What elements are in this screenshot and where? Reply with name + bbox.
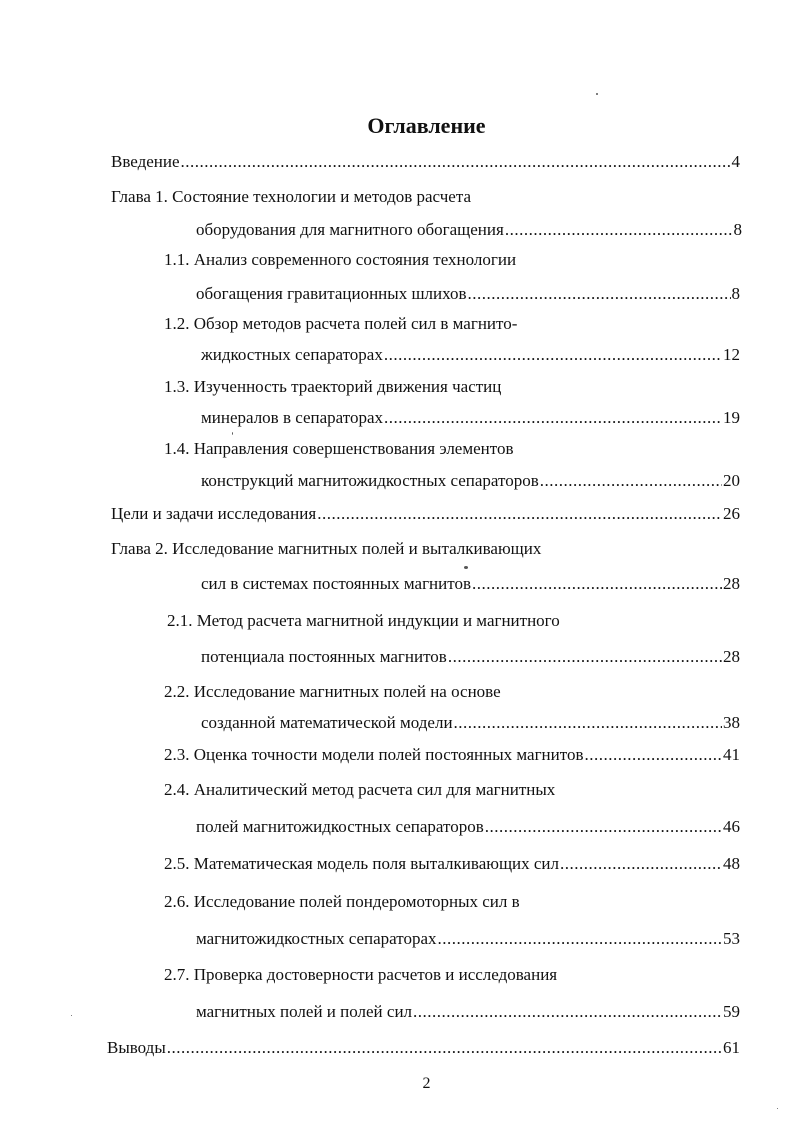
toc-entry-page: 26 xyxy=(723,504,740,523)
toc-entry-1-3 xyxy=(164,377,501,397)
toc-leader-dots xyxy=(485,817,722,837)
toc-entry-text: 1.2. Обзор методов расчета полей сил в магнито- xyxy=(164,314,518,333)
toc-entry-text: 2.4. Аналитический метод расчета сил для магнитных xyxy=(164,780,556,799)
toc-entry-text: полей магнитожидкостных сепараторов xyxy=(196,817,484,836)
toc-entry-page: 48 xyxy=(723,854,740,873)
scan-speck xyxy=(71,1015,72,1016)
toc-entry-text: 2.1. Метод расчета магнитной индукции и магнитного xyxy=(167,611,560,630)
toc-leader-dots xyxy=(472,574,722,594)
toc-entry-page: 4 xyxy=(731,152,740,171)
toc-entry-chapter-2-cont xyxy=(201,574,740,594)
toc-entry-1-2-cont xyxy=(201,345,740,365)
toc-entry-2-2-cont xyxy=(201,713,740,733)
toc-entry-1-3-cont xyxy=(201,408,740,428)
toc-entry-text: 2.7. Проверка достоверности расчетов и исследования xyxy=(164,965,558,984)
toc-entry-2-2 xyxy=(164,682,501,702)
toc-entry-page: 28 xyxy=(723,647,740,666)
toc-entry-text: 1.4. Направления совершенствования элементов xyxy=(164,439,514,458)
toc-entry-2-4 xyxy=(164,780,555,800)
toc-entry-text: оборудования для магнитного обогащения xyxy=(196,220,504,239)
toc-entry-2-3 xyxy=(164,745,740,765)
toc-entry-2-1-cont xyxy=(201,647,740,667)
toc-entry-text: Цели и задачи исследования xyxy=(111,504,317,523)
toc-entry-conclusions xyxy=(107,1038,740,1058)
toc-entry-2-1 xyxy=(167,611,560,631)
toc-leader-dots xyxy=(384,345,722,365)
toc-entry-text: обогащения гравитационных шлихов xyxy=(196,284,467,303)
toc-leader-dots xyxy=(448,647,722,667)
toc-entry-text: конструкций магнитожидкостных сепараторов xyxy=(201,471,539,490)
toc-entry-page: 8 xyxy=(731,284,740,303)
toc-entry-page: 59 xyxy=(723,1002,740,1021)
toc-entry-2-6 xyxy=(164,892,520,912)
scan-speck xyxy=(596,93,598,95)
toc-entry-1-4 xyxy=(164,439,514,459)
toc-entry-chapter-2 xyxy=(111,539,541,559)
toc-leader-dots xyxy=(438,929,723,949)
toc-leader-dots xyxy=(540,471,722,491)
toc-entry-text: 2.5. Математическая модель поля выталкивающих сил xyxy=(164,854,560,873)
toc-entry-text: магнитных полей и полей сил xyxy=(196,1002,413,1021)
toc-entry-2-5 xyxy=(164,854,740,874)
toc-entry-text: потенциала постоянных магнитов xyxy=(201,647,447,666)
toc-entry-page: 28 xyxy=(723,574,740,593)
scan-speck xyxy=(777,1108,778,1109)
toc-leader-dots xyxy=(560,854,722,874)
toc-leader-dots xyxy=(181,152,731,172)
toc-entry-page: 20 xyxy=(723,471,740,490)
toc-entry-text: минералов в сепараторах xyxy=(201,408,384,427)
toc-entry-text: 2.3. Оценка точности модели полей постоянных магнитов xyxy=(164,745,584,764)
toc-entry-text: сил в системах постоянных магнитов xyxy=(201,574,471,593)
toc-entry-1-1-cont xyxy=(196,284,740,304)
scan-speck xyxy=(232,432,233,435)
toc-entry-introduction xyxy=(111,152,740,172)
toc-entry-2-6-cont xyxy=(196,929,740,949)
toc-entry-text: 1.3. Изученность траекторий движения частиц xyxy=(164,377,502,396)
toc-entry-page: 46 xyxy=(723,817,740,836)
toc-entry-page: 53 xyxy=(723,929,740,948)
toc-entry-page: 19 xyxy=(723,408,740,427)
toc-entry-text: 2.2. Исследование магнитных полей на основе xyxy=(164,682,501,701)
toc-leader-dots xyxy=(167,1038,722,1058)
toc-entry-page: 8 xyxy=(733,220,742,239)
toc-leader-dots xyxy=(317,504,722,524)
toc-entry-goals xyxy=(111,504,740,524)
toc-entry-text: 1.1. Анализ современного состояния технологии xyxy=(164,250,517,269)
toc-entry-2-7 xyxy=(164,965,557,985)
toc-entry-text: Глава 1. Состояние технологии и методов расчета xyxy=(111,187,472,206)
toc-leader-dots xyxy=(454,713,722,733)
toc-entry-text: магнитожидкостных сепараторах xyxy=(196,929,437,948)
toc-entry-2-4-cont xyxy=(196,817,740,837)
toc-entry-1-1 xyxy=(164,250,516,270)
toc-leader-dots xyxy=(505,220,733,240)
toc-entry-text: созданной математической модели xyxy=(201,713,453,732)
toc-entry-text: жидкостных сепараторах xyxy=(201,345,383,364)
toc-entry-page: 41 xyxy=(723,745,740,764)
toc-entry-2-7-cont xyxy=(196,1002,740,1022)
toc-entry-text: Глава 2. Исследование магнитных полей и выталкивающих xyxy=(111,539,542,558)
page-number: 2 xyxy=(422,1075,431,1092)
toc-entry-page: 12 xyxy=(723,345,740,364)
toc-entry-text: Выводы xyxy=(107,1038,166,1057)
toc-entry-1-2 xyxy=(164,314,517,334)
toc-leader-dots xyxy=(468,284,731,304)
toc-entry-1-4-cont xyxy=(201,471,740,491)
toc-leader-dots xyxy=(384,408,722,428)
toc-entry-chapter-1-cont xyxy=(196,220,742,240)
toc-leader-dots xyxy=(585,745,723,765)
toc-title: Оглавление xyxy=(367,113,486,138)
toc-entry-page: 61 xyxy=(723,1038,740,1057)
toc-entry-text: 2.6. Исследование полей пондеромоторных сил в xyxy=(164,892,520,911)
toc-leader-dots xyxy=(413,1002,722,1022)
scan-speck xyxy=(464,566,468,569)
toc-entry-page: 38 xyxy=(723,713,740,732)
toc-entry-chapter-1 xyxy=(111,187,471,207)
toc-entry-text: Введение xyxy=(111,152,180,171)
